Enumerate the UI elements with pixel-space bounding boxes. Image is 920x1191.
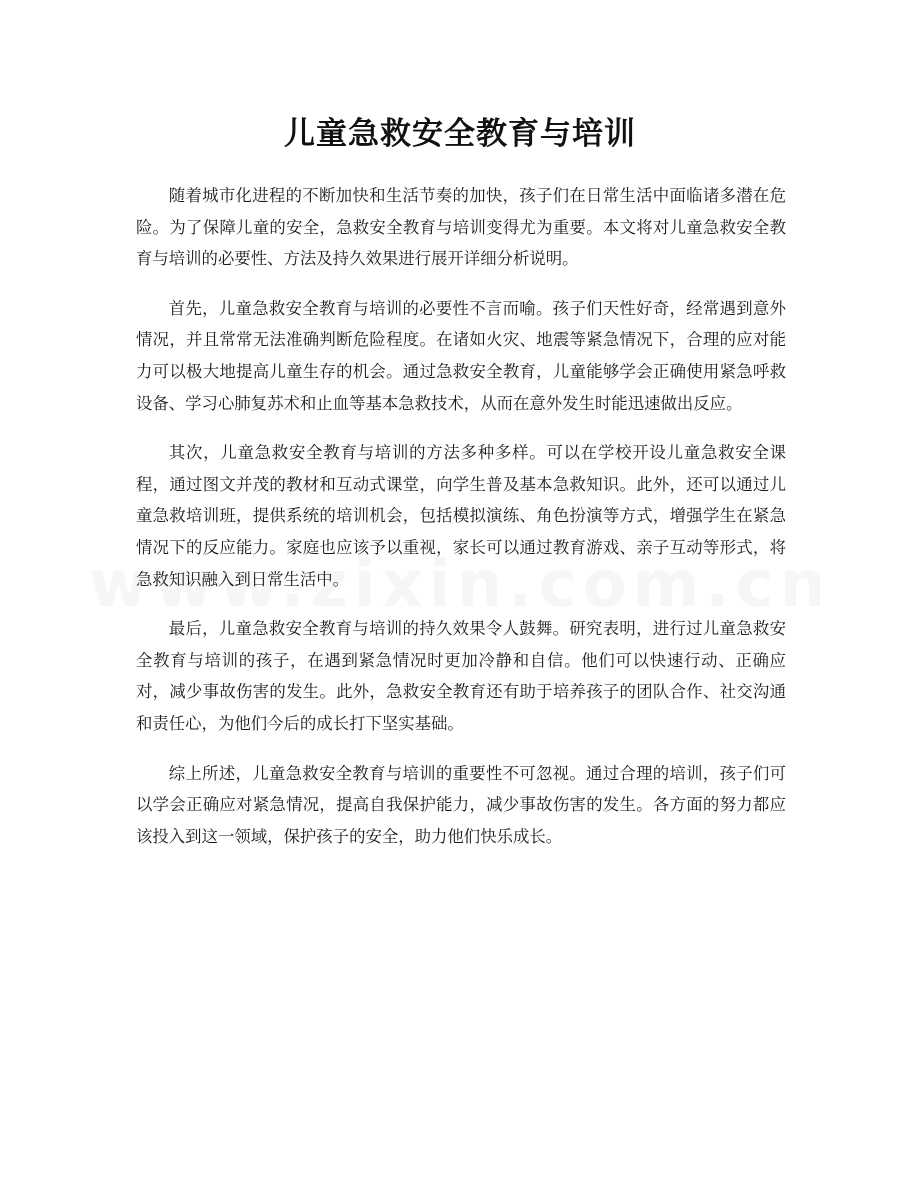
paragraph-conclusion: 综上所述，儿童急救安全教育与培训的重要性不可忽视。通过合理的培训，孩子们可以学会正确应对紧急情况，提高自我保护能力，减少事故伤害的发生。各方面的努力都应该投入到这一领域，保护孩子的安全，助力他们快乐成长。 xyxy=(136,763,786,846)
paragraph-necessity: 首先，儿童急救安全教育与培训的必要性不言而喻。孩子们天性好奇，经常遇到意外情况，并且常常无法准确判断危险程度。在诸如火灾、地震等紧急情况下，合理的应对能力可以极大地提高儿童生存的机会。通过急救安全教育，儿童能够学会正确使用紧急呼救设备、学习心肺复苏术和止血等基本急救技术，从而在意外发生时能迅速做出反应。 xyxy=(136,298,786,413)
document-title: 儿童急救安全教育与培训 xyxy=(284,116,636,152)
document-body xyxy=(136,180,786,870)
paragraph-methods: 其次，儿童急救安全教育与培训的方法多种多样。可以在学校开设儿童急救安全课程，通过图文并茂的教材和互动式课堂，向学生普及基本急救知识。此外，还可以通过儿童急救培训班，提供系统的培训机会，包括模拟演练、角色扮演等方式，增强学生在紧急情况下的反应能力。家庭也应该予以重视，家长可以通过教育游戏、亲子互动等形式，将急救知识融入到日常生活中。 xyxy=(136,443,786,589)
paragraph-effects: 最后，儿童急救安全教育与培训的持久效果令人鼓舞。研究表明，进行过儿童急救安全教育与培训的孩子，在遇到紧急情况时更加冷静和自信。他们可以快速行动、正确应对，减少事故伤害的发生。此外，急救安全教育还有助于培养孩子的团队合作、社交沟通和责任心，为他们今后的成长打下坚实基础。 xyxy=(136,619,786,733)
paragraph-intro: 随着城市化进程的不断加快和生活节奏的加快，孩子们在日常生活中面临诸多潜在危险。为了保障儿童的安全，急救安全教育与培训变得尤为重要。本文将对儿童急救安全教育与培训的必要性、方法及持久效果进行展开详细分析说明。 xyxy=(136,186,786,269)
